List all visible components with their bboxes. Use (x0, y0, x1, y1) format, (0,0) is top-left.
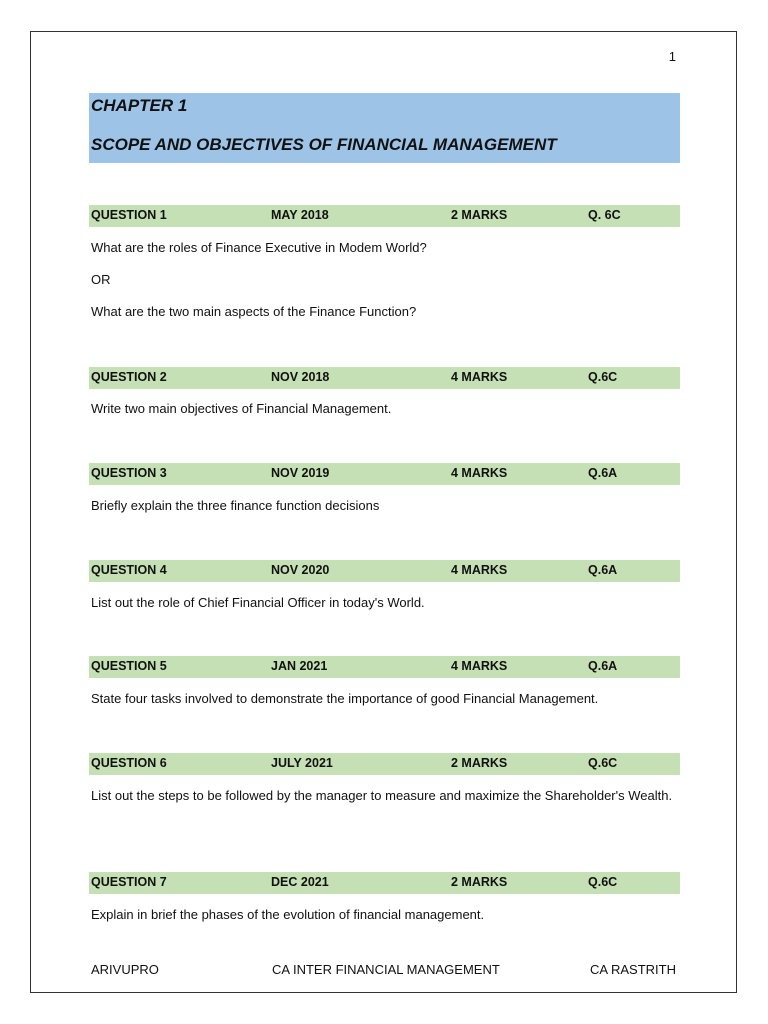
question-label: QUESTION 2 (91, 370, 167, 384)
question-header (89, 367, 680, 389)
footer-left: ARIVUPRO (91, 962, 159, 977)
question-text: What are the two main aspects of the Finance Function? (91, 304, 417, 319)
footer-center: CA INTER FINANCIAL MANAGEMENT (272, 962, 500, 977)
question-header (89, 872, 680, 894)
question-ref: Q.6C (588, 875, 618, 889)
question-marks: 2 MARKS (451, 756, 508, 770)
question-marks: 4 MARKS (451, 370, 508, 384)
document-page (30, 31, 737, 993)
chapter-title: CHAPTER 1 (91, 96, 188, 115)
footer-right: CA RASTRITH (590, 962, 676, 977)
question-label: QUESTION 4 (91, 563, 167, 577)
question-session: NOV 2019 (271, 466, 330, 480)
question-text: Briefly explain the three finance function decisions (91, 498, 380, 513)
question-text: OR (91, 272, 111, 287)
question-session: MAY 2018 (271, 208, 329, 222)
question-ref: Q.6C (588, 370, 618, 384)
question-text: Write two main objectives of Financial Management. (91, 401, 392, 416)
question-session: JAN 2021 (271, 659, 328, 673)
question-header (89, 463, 680, 485)
question-ref: Q.6A (588, 466, 618, 480)
question-marks: 2 MARKS (451, 875, 508, 889)
question-text: State four tasks involved to demonstrate the importance of good Financial Management. (91, 691, 599, 706)
question-text: List out the steps to be followed by the manager to measure and maximize the Shareholder's Wealth. (91, 788, 673, 803)
question-text: List out the role of Chief Financial Officer in today's World. (91, 595, 425, 610)
question-ref: Q. 6C (588, 208, 621, 222)
question-text: Explain in brief the phases of the evolution of financial management. (91, 907, 485, 922)
question-session: NOV 2018 (271, 370, 330, 384)
question-label: QUESTION 7 (91, 875, 167, 889)
question-session: DEC 2021 (271, 875, 329, 889)
question-ref: Q.6A (588, 563, 618, 577)
question-marks: 4 MARKS (451, 659, 508, 673)
question-session: JULY 2021 (271, 756, 333, 770)
question-ref: Q.6A (588, 659, 618, 673)
question-label: QUESTION 1 (91, 208, 167, 222)
question-header (89, 560, 680, 582)
chapter-subtitle: SCOPE AND OBJECTIVES OF FINANCIAL MANAGEMENT (91, 135, 557, 154)
chapter-heading (89, 93, 680, 163)
question-label: QUESTION 6 (91, 756, 167, 770)
question-session: NOV 2020 (271, 563, 330, 577)
question-marks: 2 MARKS (451, 208, 508, 222)
question-ref: Q.6C (588, 756, 618, 770)
question-header (89, 205, 680, 227)
page-number: 1 (668, 49, 676, 64)
question-label: QUESTION 5 (91, 659, 167, 673)
question-marks: 4 MARKS (451, 563, 508, 577)
question-header (89, 753, 680, 775)
question-label: QUESTION 3 (91, 466, 167, 480)
question-header (89, 656, 680, 678)
question-text: What are the roles of Finance Executive in Modem World? (91, 240, 427, 255)
question-marks: 4 MARKS (451, 466, 508, 480)
